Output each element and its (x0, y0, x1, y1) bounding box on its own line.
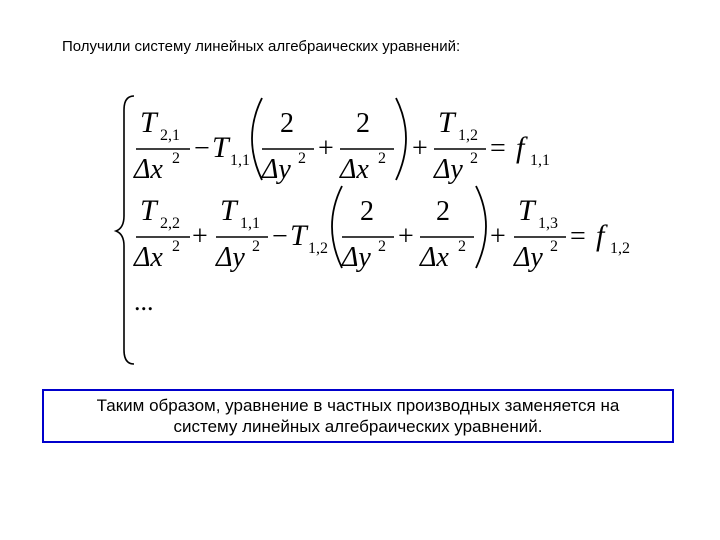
eq1-dy2-sq: 2 (470, 150, 478, 167)
slide-heading: Получили систему линейных алгебраических уравнений: (62, 38, 461, 55)
equation-system-svg (112, 88, 712, 373)
eq2-plus-c: + (490, 221, 506, 252)
eq2-t11-sub: 1,1 (240, 215, 260, 232)
eq2-t22-sub: 2,2 (160, 215, 180, 232)
eq2-plus-b: + (398, 221, 414, 252)
system-ellipsis: ... (134, 287, 154, 316)
eq2-dx: Δx (134, 242, 163, 273)
eq1-t11: T (212, 131, 229, 164)
eq2-dy2: Δy (342, 242, 371, 273)
eq2-dy: Δy (216, 242, 245, 273)
eq1-num-2a: 2 (280, 108, 294, 139)
eq2-t11: T (220, 194, 237, 227)
eq1-f-sub: 1,1 (530, 152, 550, 169)
eq1-t21-sub: 2,1 (160, 127, 180, 144)
eq1-t12: T (438, 106, 455, 139)
eq2-dy2-sq: 2 (378, 238, 386, 255)
eq2-dy-sq: 2 (252, 238, 260, 255)
eq2-rparen (476, 186, 486, 268)
eq1-t11-sub: 1,1 (230, 152, 250, 169)
eq2-plus-a: + (192, 221, 208, 252)
eq2-t12-sub: 1,2 (308, 240, 328, 257)
conclusion-line-2: систему линейных алгебраических уравнений. (173, 417, 543, 436)
eq1-minus: − (194, 133, 210, 164)
equation-1 (133, 98, 550, 185)
eq1-dx-sq: 2 (172, 150, 180, 167)
equation-system (112, 88, 712, 373)
system-brace (116, 96, 134, 364)
eq2-lparen (332, 186, 342, 268)
eq2-t22: T (140, 194, 157, 227)
eq1-dy2: Δy (434, 154, 463, 185)
eq1-dy: Δy (262, 154, 291, 185)
eq2-dy3: Δy (514, 242, 543, 273)
eq2-num-2a: 2 (360, 196, 374, 227)
eq1-num-2b: 2 (356, 108, 370, 139)
eq2-t13: T (518, 194, 535, 227)
eq1-dx: Δx (134, 154, 163, 185)
eq2-dx2: Δx (420, 242, 449, 273)
eq1-t12-sub: 1,2 (458, 127, 478, 144)
eq2-dy3-sq: 2 (550, 238, 558, 255)
eq2-dx2-sq: 2 (458, 238, 466, 255)
eq1-dx2: Δx (340, 154, 369, 185)
conclusion-line-1: Таким образом, уравнение в частных производных заменяется на (96, 396, 620, 415)
eq2-t12: T (290, 219, 307, 252)
eq2-dx-sq: 2 (172, 238, 180, 255)
eq2-num-2b: 2 (436, 196, 450, 227)
eq2-f-sub: 1,2 (610, 240, 630, 257)
eq2-t13-sub: 1,3 (538, 215, 558, 232)
equation-2 (133, 186, 630, 273)
eq1-dx2-sq: 2 (378, 150, 386, 167)
eq1-plus-b: + (412, 133, 428, 164)
conclusion-callout (42, 389, 674, 443)
eq1-plus-a: + (318, 133, 334, 164)
eq1-t21: T (140, 106, 157, 139)
eq1-equals: = (490, 133, 506, 164)
eq2-minus: − (272, 221, 288, 252)
eq2-equals: = (570, 221, 586, 252)
eq1-dy-sq: 2 (298, 150, 306, 167)
eq1-rparen (396, 98, 406, 180)
eq1-lparen (252, 98, 262, 180)
eq1-f: f (516, 131, 525, 164)
eq2-f: f (596, 219, 605, 252)
